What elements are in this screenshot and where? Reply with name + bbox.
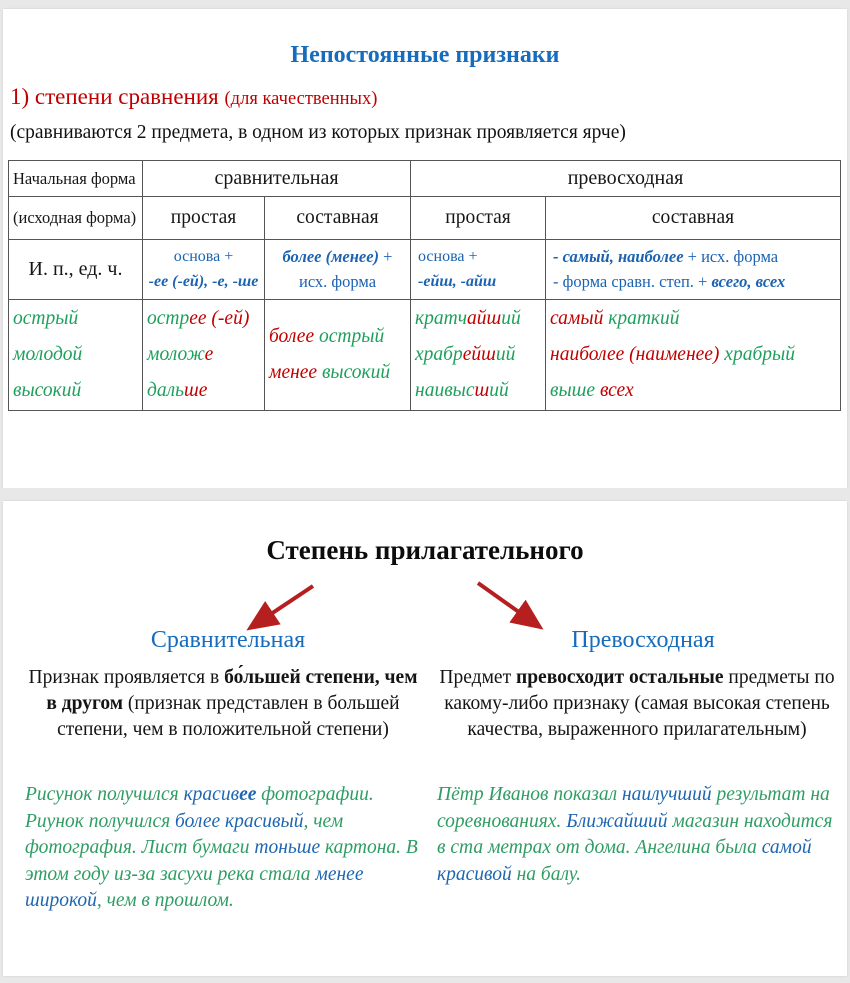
group-header-superlative: превосходная — [411, 161, 841, 197]
subheader-sup-compound: составная — [546, 197, 841, 240]
examples-sup-simple: кратчайший храбрейший наивысший — [411, 300, 546, 411]
formula-sup-simple: основа + -ейш, -айш — [411, 240, 546, 300]
diagram-title: Степень прилагательного — [266, 535, 584, 565]
page-1 — [3, 9, 847, 488]
formula-comp-compound: более (менее) + исх. форма — [265, 240, 411, 300]
section-heading — [10, 84, 377, 110]
examples-comparative: Рисунок получился красивее фотографии. Риунок получился более красивый, чем фотография. Лист бумаги тоньше картона. В этом году из-за засухи река стала менее широкой, чем в прошлом. — [25, 784, 418, 911]
subheader-comp-simple: простая — [143, 197, 265, 240]
definition-comparative: Признак проявляется в бо́льшей степени, чем в другом (признак представлен в большей степени, чем в положительной степени) — [28, 667, 418, 740]
examples-superlative: Пётр Иванов показал наилучший результат на соревнованиях. Ближайший магазин находится в ста метрах от дома. Ангелина была самой красивой на балу. — [437, 784, 833, 885]
examples-base: острый молодой высокий — [9, 300, 143, 411]
section-subtitle: (сравниваются 2 предмета, в одном из которых признак проявляется ярче) — [10, 122, 626, 143]
branch-label-superlative: Превосходная — [571, 627, 715, 653]
group-header-comparative: сравнительная — [143, 161, 411, 197]
row-label-initial-form: И. п., ед. ч. — [9, 240, 143, 300]
arrow-right-icon — [478, 583, 537, 625]
table-corner-top: Начальная форма — [9, 161, 143, 197]
table-corner-bottom: (исходная форма) — [9, 197, 143, 240]
comparison-table — [8, 160, 841, 411]
page-gap — [0, 488, 850, 501]
branch-label-comparative: Сравнительная — [150, 627, 306, 653]
examples-sup-compound: самый краткий наиболее (наименее) храбрый выше всех — [546, 300, 841, 411]
page-2 — [3, 501, 847, 976]
examples-comp-simple: острее (-ей) моложе дальше — [143, 300, 265, 411]
examples-comp-compound: более острый менее высокий — [265, 300, 411, 411]
subheader-sup-simple: простая — [411, 197, 546, 240]
arrow-left-icon — [253, 586, 313, 626]
section-heading-main: 1) степени сравнения — [10, 84, 225, 109]
definition-superlative: Предмет превосходит остальные предметы по какому-либо признаку (самая высокая степень качества, выраженного прилагательным) — [439, 667, 835, 740]
formula-sup-compound: - самый, наиболее + исх. форма - форма сравн. степ. + всего, всех — [546, 240, 841, 300]
section-heading-note: (для качественных) — [224, 89, 378, 109]
formula-comp-simple: основа + -ее (-ей), -е, -ше — [143, 240, 265, 300]
page-title: Непостоянные признаки — [290, 42, 560, 68]
subheader-comp-compound: составная — [265, 197, 411, 240]
